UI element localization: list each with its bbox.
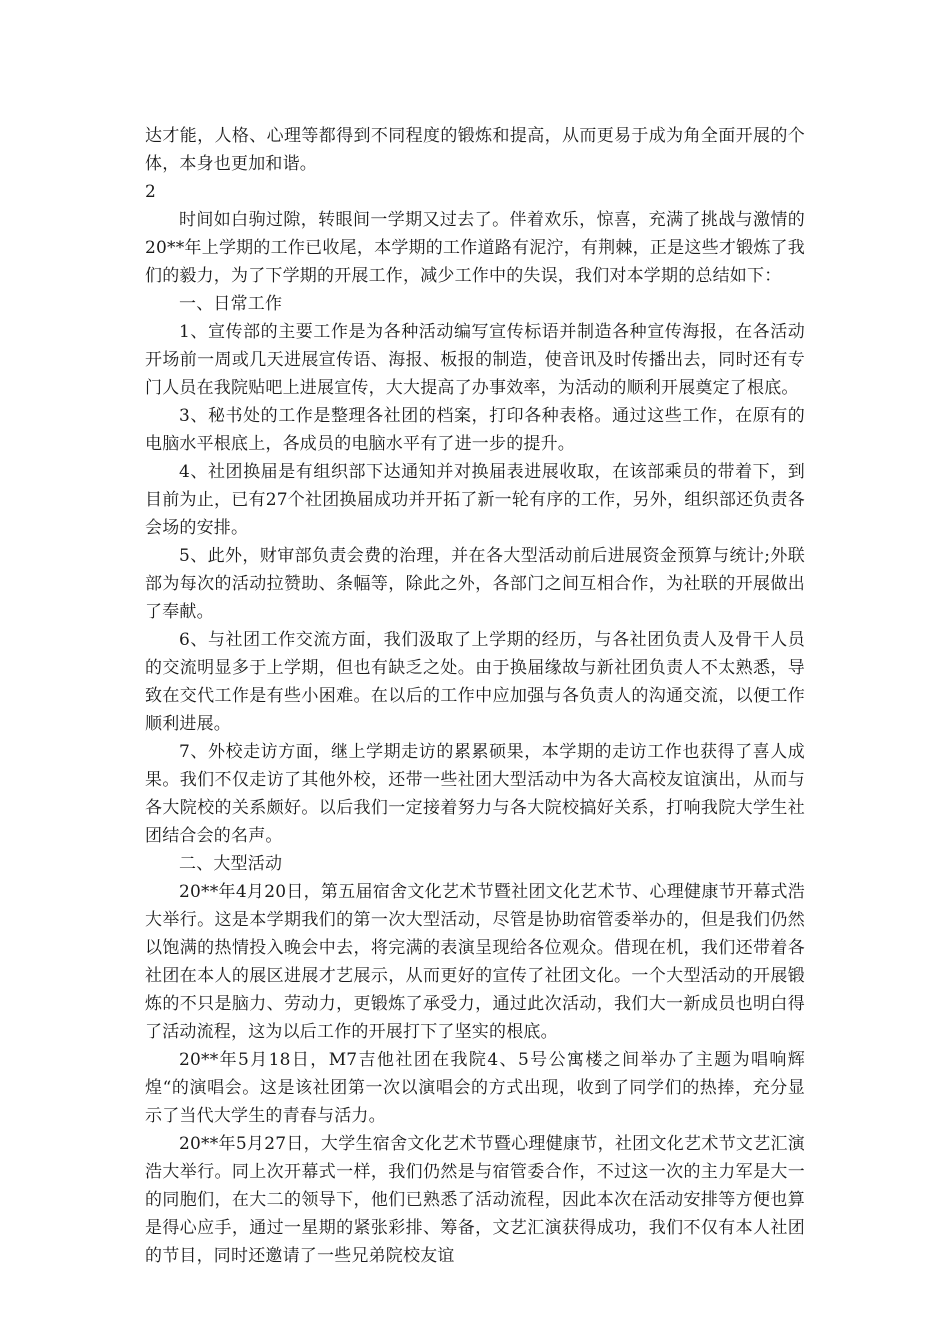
intro-paragraph: 时间如白驹过隙，转眼间一学期又过去了。伴着欢乐，惊喜，充满了挑战与激情的20**年上学期的工作已收尾，本学期的工作道路有泥泞，有荆棘，正是这些才锻炼了我们的毅力，为了下学期的开展工作，减少工作中的失误，我们对本学期的总结如下：	[145, 210, 805, 286]
page-number: 2	[145, 182, 157, 202]
section-heading-major-events: 二、大型活动	[179, 854, 283, 874]
paragraph-finance: 5、此外，财审部负责会费的治理，并在各大型活动前后进展资金预算与统计;外联部为每次的活动拉赞助、条幅等，除此之外，各部门之间互相合作，为社联的开展做出了奉献。	[145, 546, 805, 622]
paragraph-event-april: 20**年4月20日，第五届宿舍文化艺术节暨社团文化艺术节、心理健康节开幕式浩大举行。这是本学期我们的第一次大型活动，尽管是协助宿管委举办的，但是我们仍然以饱满的热情投入晚会中去，将完满的表演呈现给各位观众。借现在机，我们还带着各社团在本人的展区进展才艺展示，从而更好的宣传了社团文化。一个大型活动的开展锻炼的不只是脑力、劳动力，更锻炼了承受力，通过此次活动，我们大一新成员也明白得了活动流程，这为以后工作的开展打下了坚实的根底。	[145, 882, 805, 1042]
paragraph-secretariat: 3、秘书处的工作是整理各社团的档案，打印各种表格。通过这些工作，在原有的电脑水平根底上，各成员的电脑水平有了进一步的提升。	[145, 406, 805, 454]
section-heading-daily-work: 一、日常工作	[179, 294, 283, 314]
paragraph-publicity: 1、宣传部的主要工作是为各种活动编写宣传标语并制造各种宣传海报，在各活动开场前一周或几天进展宣传语、海报、板报的制造，使音讯及时传播出去，同时还有专门人员在我院贴吧上进展宣传，大大提高了办事效率，为活动的顺利开展奠定了根底。	[145, 322, 805, 398]
paragraph-event-may-18: 20**年5月18日，M7吉他社团在我院4、5号公寓楼之间举办了主题为唱响辉煌“的演唱会。这是该社团第一次以演唱会的方式出现，收到了同学们的热捧，充分显示了当代大学生的青春与活力。	[145, 1050, 805, 1126]
paragraph-external-visits: 7、外校走访方面，继上学期走访的累累硕果，本学期的走访工作也获得了喜人成果。我们不仅走访了其他外校，还带一些社团大型活动中为各大高校友谊演出，从而与各大院校的关系颇好。以后我们一定接着努力与各大院校搞好关系，打响我院大学生社团结合会的名声。	[145, 742, 805, 846]
paragraph-event-may-27: 20**年5月27日，大学生宿舍文化艺术节暨心理健康节，社团文化艺术节文艺汇演浩大举行。同上次开幕式一样，我们仍然是与宿管委合作，不过这一次的主力军是大一的同胞们，在大二的领导下，他们已熟悉了活动流程，因此本次在活动安排等方便也算是得心应手，通过一星期的紧张彩排、筹备，文艺汇演获得成功，我们不仅有本人社团的节目，同时还邀请了一些兄弟院校友谊	[145, 1134, 805, 1266]
document-page	[145, 122, 805, 1270]
paragraph-club-communication: 6、与社团工作交流方面，我们汲取了上学期的经历，与各社团负责人及骨干人员的交流明显多于上学期，但也有缺乏之处。由于换届缘故与新社团负责人不太熟悉，导致在交代工作是有些小困难。在以后的工作中应加强与各负责人的沟通交流，以便工作顺利进展。	[145, 630, 805, 734]
continuation-paragraph: 达才能，人格、心理等都得到不同程度的锻炼和提高，从而更易于成为角全面开展的个体，本身也更加和谐。	[145, 126, 805, 174]
paragraph-club-election: 4、社团换届是有组织部下达通知并对换届表进展收取，在该部乘员的带着下，到目前为止，已有27个社团换届成功并开拓了新一轮有序的工作，另外，组织部还负责各会场的安排。	[145, 462, 805, 538]
